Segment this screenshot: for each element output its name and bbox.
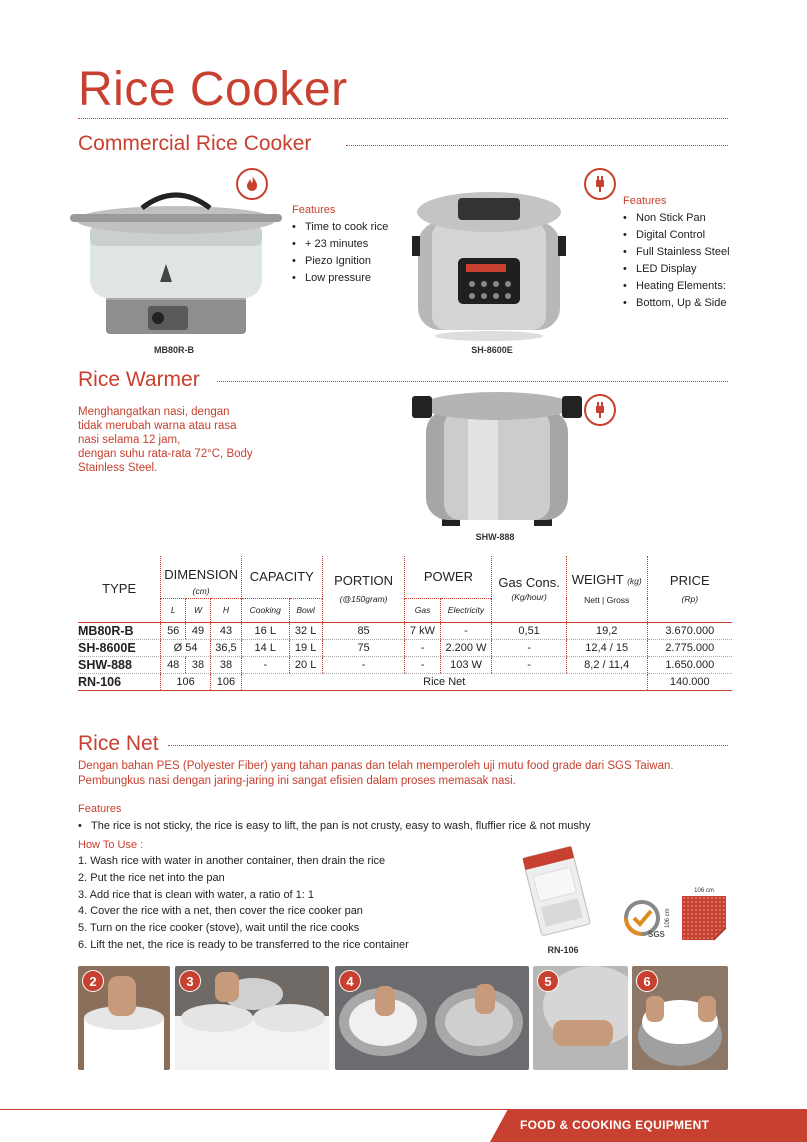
cell-weight: 8,2 / 11,4	[566, 656, 647, 673]
title-divider	[78, 118, 728, 119]
cell-portion: 75	[322, 639, 405, 656]
net-size-side-label: 106 cm	[665, 908, 671, 928]
section-divider	[346, 145, 728, 146]
step-photo	[632, 966, 728, 1070]
features-list-mb80r-b	[292, 219, 402, 287]
cell-bowl: 19 L	[289, 639, 322, 656]
rice-net-package-image	[520, 845, 594, 941]
section-divider	[217, 381, 728, 382]
step-photo	[78, 966, 170, 1070]
feature-item: • The rice is not sticky, the rice is easy to lift, the pan is not crusty, easy to wash, fluffier rice & not mushy	[78, 818, 738, 835]
net-fabric-swatch-image	[682, 896, 728, 942]
cell-type: SH-8600E	[78, 639, 161, 656]
cell-gas-cons: -	[492, 656, 567, 673]
feature-item: • Heating Elements:	[623, 278, 743, 295]
header-dim-l: L	[161, 598, 186, 622]
cell-cooking: 16 L	[241, 622, 289, 639]
description-line: Stainless Steel.	[78, 462, 158, 474]
header-cap-cooking: Cooking	[241, 598, 289, 622]
cell-price: 2.775.000	[647, 639, 732, 656]
warmer-description	[78, 405, 298, 475]
cell-gas: -	[405, 639, 440, 656]
table-row	[78, 656, 732, 673]
rice-net-description	[78, 759, 738, 789]
header-dim-h: H	[210, 598, 241, 622]
header-portion-label: PORTION	[334, 573, 394, 589]
cell-portion: 85	[322, 622, 405, 639]
feature-item: • + 23 minutes	[292, 236, 402, 253]
description-line: dengan suhu rata-rata 72°C, Body	[78, 448, 253, 460]
cell-l: 48	[161, 656, 186, 673]
table-row	[78, 673, 732, 690]
feature-item: • LED Display	[623, 261, 743, 278]
rice-net-features-list	[78, 818, 738, 835]
header-weight-unit: (kg)	[627, 576, 642, 587]
cell-merged: Rice Net	[241, 673, 647, 690]
cell-type: SHW-888	[78, 656, 161, 673]
cell-h: 36,5	[210, 639, 241, 656]
plug-icon	[584, 168, 616, 200]
cell-lw: 106	[161, 673, 211, 690]
features-list-sh-8600e	[623, 210, 743, 312]
cell-price: 140.000	[647, 673, 732, 690]
features-title-sh-8600e: Features	[623, 195, 667, 207]
cell-h: 38	[210, 656, 241, 673]
footer-rule	[0, 1109, 508, 1110]
header-price	[647, 556, 732, 622]
cell-price: 3.670.000	[647, 622, 732, 639]
header-power: POWER	[405, 556, 492, 598]
step-photo	[533, 966, 628, 1070]
step-badge: 6	[636, 970, 658, 992]
step-item: 4. Cover the rice with a net, then cover the rice cooker pan	[78, 905, 363, 918]
cell-cooking: 14 L	[241, 639, 289, 656]
product-caption-rn-106: RN-106	[547, 945, 579, 955]
header-portion	[322, 556, 405, 622]
step-item: 5. Turn on the rice cooker (stove), wait until the rice cooks	[78, 922, 360, 935]
cell-electricity: 2.200 W	[440, 639, 492, 656]
table-row	[78, 639, 732, 656]
header-gas-cons-unit: (Kg/hour)	[511, 592, 547, 603]
table-row	[78, 622, 732, 639]
cell-w: 49	[186, 622, 211, 639]
section-title-warmer: Rice Warmer	[78, 368, 200, 391]
header-gas-cons-label: Gas Cons.	[498, 575, 560, 591]
footer-label: FOOD & COOKING EQUIPMENT	[508, 1109, 807, 1142]
step-item: 6. Lift the net, the rice is ready to be transferred to the rice container	[78, 938, 409, 951]
description-line: Pembungkus nasi dengan jaring-jaring ini sangat efisien dalam proses memasak nasi.	[78, 775, 516, 787]
howto-title: How To Use :	[78, 839, 144, 851]
description-line: Menghangatkan nasi, dengan	[78, 406, 230, 418]
header-dimension	[161, 556, 242, 598]
plug-icon	[584, 394, 616, 426]
cell-electricity: 103 W	[440, 656, 492, 673]
step-badge: 5	[537, 970, 559, 992]
section-title-rice-net: Rice Net	[78, 732, 159, 755]
cell-gas-cons: -	[492, 639, 567, 656]
description-line: Dengan bahan PES (Polyester Fiber) yang tahan panas dan telah memperoleh uji mutu food grade dari SGS Taiwan.	[78, 760, 674, 772]
electric-rice-cooker-image	[412, 186, 566, 342]
step-photo	[335, 966, 529, 1070]
header-portion-unit: (@150gram)	[339, 594, 388, 605]
product-caption-shw-888: SHW-888	[475, 532, 515, 542]
header-weight-label: WEIGHT	[571, 572, 624, 588]
page-title: Rice Cooker	[78, 63, 348, 116]
description-line: tidak merubah warna atau rasa	[78, 420, 237, 432]
header-gas-cons	[492, 556, 567, 622]
header-dim-w: W	[186, 598, 211, 622]
step-badge: 4	[339, 970, 361, 992]
cell-weight: 19,2	[566, 622, 647, 639]
cell-type: MB80R-B	[78, 622, 161, 639]
feature-item: • Time to cook rice	[292, 219, 402, 236]
step-badge: 2	[82, 970, 104, 992]
step-photo	[175, 966, 329, 1070]
header-power-electricity: Electricity	[440, 598, 492, 622]
rice-warmer-image	[412, 390, 582, 530]
feature-item: • Full Stainless Steel	[623, 244, 743, 261]
header-weight	[566, 556, 647, 622]
step-item: 1. Wash rice with water in another container, then drain the rice	[78, 855, 386, 867]
header-price-label: PRICE	[669, 573, 710, 589]
cell-weight: 12,4 / 15	[566, 639, 647, 656]
cell-gas-cons: 0,51	[492, 622, 567, 639]
howto-steps	[78, 853, 518, 954]
cell-w: 38	[186, 656, 211, 673]
cell-portion: -	[322, 656, 405, 673]
cell-gas: -	[405, 656, 440, 673]
cell-bowl: 32 L	[289, 622, 322, 639]
header-capacity: CAPACITY	[241, 556, 322, 598]
cell-h: 106	[210, 673, 241, 690]
header-weight-sub: Nett | Gross	[584, 595, 630, 606]
step-item: 2. Put the rice net into the pan	[78, 871, 225, 884]
cell-type: RN-106	[78, 673, 161, 690]
step-item: 3. Add rice that is clean with water, a ratio of 1: 1	[78, 888, 315, 901]
gas-rice-cooker-image	[70, 186, 282, 342]
description-line: nasi selama 12 jam,	[78, 434, 181, 446]
cell-price: 1.650.000	[647, 656, 732, 673]
header-type: TYPE	[102, 581, 137, 597]
section-title-commercial: Commercial Rice Cooker	[78, 132, 312, 155]
header-dimension-unit: (cm)	[192, 585, 210, 596]
header-dimension-label: DIMENSION	[164, 566, 238, 582]
feature-item: • Bottom, Up & Side	[623, 295, 743, 312]
flame-icon	[236, 168, 268, 200]
section-divider	[168, 745, 728, 746]
features-title-mb80r-b: Features	[292, 204, 336, 216]
cell-cooking: -	[241, 656, 289, 673]
header-price-unit: (Rp)	[681, 594, 699, 605]
sgs-label: SGS	[648, 930, 665, 939]
product-caption-mb80r-b: MB80R-B	[153, 345, 194, 355]
header-power-gas: Gas	[405, 598, 440, 622]
cell-gas: 7 kW	[405, 622, 440, 639]
spec-table	[78, 556, 732, 691]
feature-item: • Low pressure	[292, 270, 402, 287]
header-cap-bowl: Bowl	[289, 598, 322, 622]
product-caption-sh-8600e: SH-8600E	[471, 345, 513, 355]
cell-l: 56	[161, 622, 186, 639]
feature-item: • Non Stick Pan	[623, 210, 743, 227]
step-badge: 3	[179, 970, 201, 992]
rice-net-features-title: Features	[78, 803, 122, 815]
footer-accent	[490, 1109, 508, 1142]
cell-lw: Ø 54	[161, 639, 211, 656]
cell-electricity: -	[440, 622, 492, 639]
net-size-top-label: 106 cm	[694, 888, 714, 894]
cell-bowl: 20 L	[289, 656, 322, 673]
feature-item: • Digital Control	[623, 227, 743, 244]
feature-item: • Piezo Ignition	[292, 253, 402, 270]
cell-h: 43	[210, 622, 241, 639]
